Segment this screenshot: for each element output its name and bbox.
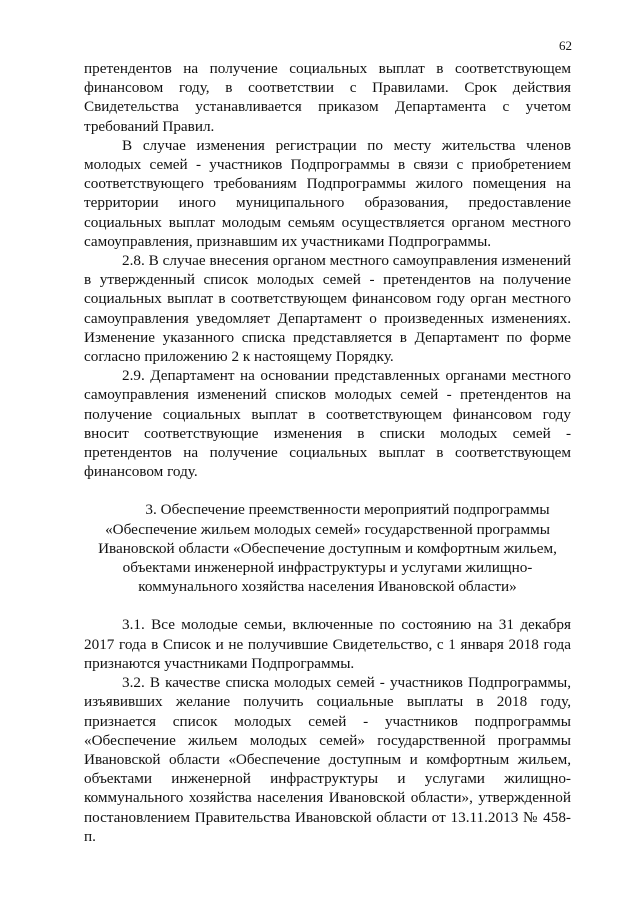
section-title-line-5: коммунального хозяйства населения Ивановской области» xyxy=(138,578,517,596)
document-body xyxy=(84,59,571,846)
section-title-line-2: «Обеспечение жильем молодых семей» государственной программы xyxy=(105,520,550,538)
paragraph-2-8: 2.8. В случае внесения органом местного самоуправления изменений в утвержденный список молодых семей - претендентов на получение социальных выплат в соответствующем финансовом году орган местного самоуправления уведомляет Департамент о произведенных изменениях. Изменение указанного списка представляется в Департамент по форме согласно приложению 2 к настоящему Порядку. xyxy=(84,252,571,366)
paragraph-registration-change: В случае изменения регистрации по месту жительства членов молодых семей - участников Подпрограммы в связи с приобретением соответствующего требованиям Подпрограммы жилого помещения на территории иного муниципального образования, предоставление социальных выплат молодым семьям осуществляется органом местного самоуправления, признавшим их участниками Подпрограммы. xyxy=(84,136,571,250)
paragraph-continuation: претендентов на получение социальных выплат в соответствующем финансовом году, в соответствии с Правилами. Срок действия Свидетельства устанавливается приказом Департамента с учетом требований Правил. xyxy=(84,60,571,135)
paragraph-2-9: 2.9. Департамент на основании представленных органами местного самоуправления изменений списков молодых семей - претендентов на получение социальных выплат в соответствующем финансовом году вносит соответствующие изменения в списки молодых семей - претендентов на получение социальных выплат в соответствующем финансовом году. xyxy=(84,367,571,481)
page-number: 62 xyxy=(559,38,572,53)
section-title-line-3: Ивановской области «Обеспечение доступным и комфортным жильем, xyxy=(98,539,557,557)
section-title-line-1: 3. Обеспечение преемственности мероприятий подпрограммы xyxy=(145,501,550,519)
section-title-line-4: объектами инженерной инфраструктуры и услугами жилищно- xyxy=(122,559,533,577)
section-3-title xyxy=(84,500,571,596)
paragraph-3-1: 3.1. Все молодые семьи, включенные по состоянию на 31 декабря 2017 года в Список и не получившие Свидетельство, с 1 января 2018 года признаются участниками Подпрограммы. xyxy=(84,616,571,672)
paragraph-3-2: 3.2. В качестве списка молодых семей - участников Подпрограммы, изъявивших желание получить социальные выплаты в 2018 году, признается список молодых семей - участников подпрограммы «Обеспечение жильем молодых семей» государственной программы Ивановской области «Обеспечение доступным и комфортным жильем, объектами инженерной инфраструктуры и услугами жилищно-коммунального хозяйства населения Ивановской области», утвержденной постановлением Правительства Ивановской области от 13.11.2013 № 458-п. xyxy=(84,674,571,845)
